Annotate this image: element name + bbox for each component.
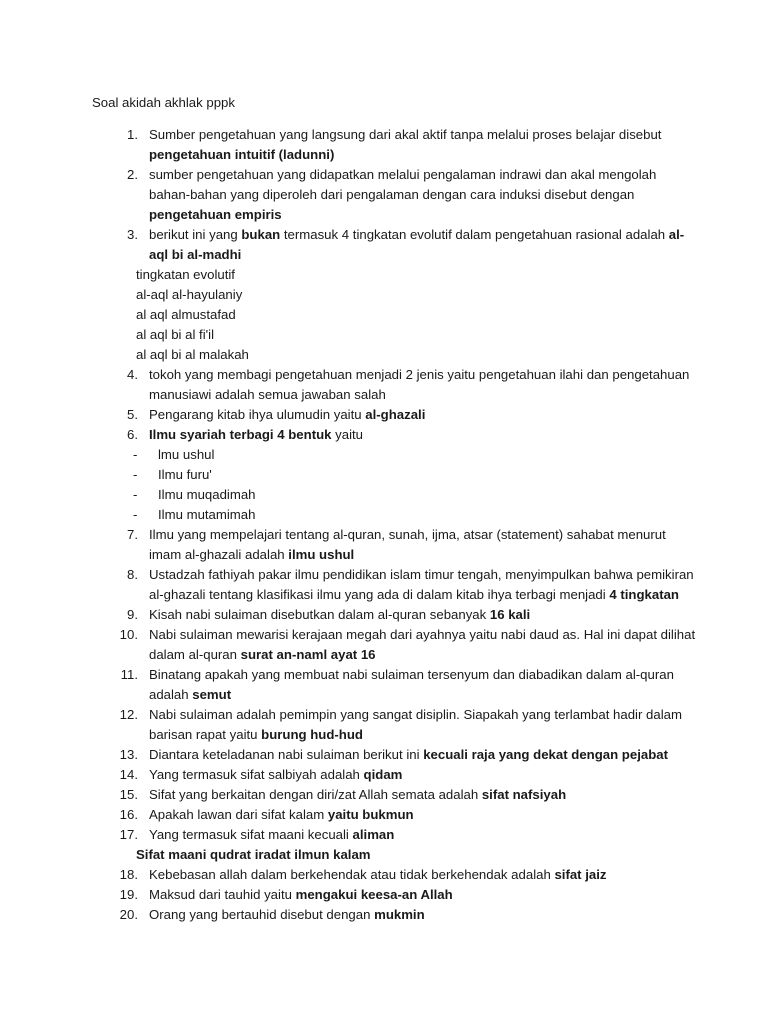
list-item [0, 765, 768, 785]
dash-bullet: - [133, 507, 138, 522]
list-item [0, 225, 768, 245]
answer-text: qidam [363, 767, 403, 782]
item-text [149, 225, 684, 245]
question-text: dalam al-quran [149, 647, 241, 662]
item-text [149, 825, 394, 845]
list-item [0, 425, 768, 445]
item-text [149, 605, 530, 625]
answer-text: pengetahuan empiris [149, 207, 282, 222]
question-text: Orang yang bertauhid disebut dengan [149, 907, 375, 922]
question-text: yaitu [331, 427, 364, 442]
dash-item [0, 465, 768, 485]
item-number: 5. [127, 407, 138, 422]
item-number: 9. [127, 607, 138, 622]
item-text [149, 585, 679, 605]
question-text: Kisah nabi sulaiman disebutkan dalam al-quran sebanyak [149, 607, 490, 622]
dash-item [0, 445, 768, 465]
item-number: 11. [120, 667, 138, 682]
list-item-continuation [0, 245, 768, 265]
item-number: 6. [127, 427, 138, 442]
question-text: Diantara keteladanan nabi sulaiman berikut ini [149, 747, 424, 762]
note-text: al-aql al-hayulaniy [136, 287, 243, 302]
question-text: Maksud dari tauhid yaitu [149, 887, 296, 902]
item-text [149, 625, 695, 645]
list-item [0, 805, 768, 825]
list-item-continuation [0, 385, 768, 405]
list-item [0, 125, 768, 145]
item-number: 18. [119, 867, 138, 882]
note-line [0, 285, 768, 305]
item-number: 14. [119, 767, 138, 782]
list-item [0, 865, 768, 885]
list-item [0, 825, 768, 845]
item-text [149, 565, 694, 585]
note-text: tingkatan evolutif [136, 267, 235, 282]
list-item-continuation [0, 185, 768, 205]
question-text: Ilmu yang mempelajari tentang al-quran, sunah, ijma, atsar (statement) sahabat menurut [149, 527, 666, 542]
item-text [149, 145, 334, 165]
question-text: tokoh yang membagi pengetahuan menjadi 2 jenis yaitu pengetahuan ilahi dan pengetahuan [149, 367, 690, 382]
item-text [149, 885, 453, 905]
answer-text: 4 tingkatan [609, 587, 679, 602]
answer-text: sifat nafsiyah [481, 787, 567, 802]
dash-item-text: Ilmu muqadimah [158, 487, 256, 502]
item-number: 16. [119, 807, 138, 822]
item-text [149, 525, 666, 545]
item-text [149, 545, 354, 565]
item-text [149, 425, 363, 445]
question-text: Kebebasan allah dalam berkehendak atau tidak berkehendak adalah [149, 867, 555, 882]
note-text: Sifat maani qudrat iradat ilmun kalam [136, 847, 371, 862]
list-item-continuation [0, 205, 768, 225]
note-text: al aql bi al fi'il [136, 327, 215, 342]
list-item [0, 705, 768, 725]
item-text [149, 185, 634, 205]
question-text: bahan-bahan yang diperoleh dari pengalaman dengan cara induksi disebut dengan [149, 187, 635, 202]
item-number: 13. [119, 747, 138, 762]
answer-text: surat an-naml ayat 16 [240, 647, 376, 662]
question-text: Nabi sulaiman adalah pemimpin yang sangat disiplin. Siapakah yang terlambat hadir dalam [149, 707, 682, 722]
list-item [0, 605, 768, 625]
note-line [0, 845, 768, 865]
question-text: barisan rapat yaitu [149, 727, 262, 742]
list-item-continuation [0, 685, 768, 705]
item-text [149, 705, 682, 725]
question-text: Apakah lawan dari sifat kalam [149, 807, 328, 822]
question-text: Sifat yang berkaitan dengan diri/zat Allah semata adalah [149, 787, 482, 802]
answer-text: mukmin [374, 907, 425, 922]
item-text [149, 205, 282, 225]
note-text: al aql bi al malakah [136, 347, 249, 362]
item-text [149, 905, 425, 925]
list-item [0, 165, 768, 185]
item-text [149, 745, 668, 765]
item-number: 17. [119, 827, 138, 842]
item-text [149, 865, 607, 885]
list-item [0, 905, 768, 925]
question-text: adalah [149, 687, 193, 702]
note-line [0, 265, 768, 285]
question-text: al-ghazali tentang klasifikasi ilmu yang ada di dalam kitab ihya terbagi menjadi [149, 587, 610, 602]
item-number: 1. [127, 127, 138, 142]
list-item-continuation [0, 145, 768, 165]
item-text [149, 785, 566, 805]
item-text [149, 765, 402, 785]
question-text: Yang termasuk sifat maani kecuali [149, 827, 353, 842]
answer-text: sifat jaiz [554, 867, 607, 882]
item-text [149, 245, 241, 265]
answer-text: 16 kali [489, 607, 531, 622]
item-text [149, 725, 363, 745]
list-item-continuation [0, 545, 768, 565]
item-number: 3. [127, 227, 138, 242]
question-text: Sumber pengetahuan yang langsung dari akal aktif tanpa melalui proses belajar disebut [149, 127, 662, 142]
answer-text: ilmu ushul [288, 547, 355, 562]
answer-text: al- [668, 227, 685, 242]
list-item [0, 625, 768, 645]
item-text [149, 365, 689, 385]
list-item-continuation [0, 585, 768, 605]
list-item [0, 745, 768, 765]
question-text: Yang termasuk sifat salbiyah adalah [149, 767, 364, 782]
list-item [0, 665, 768, 685]
answer-text: aql bi al-madhi [149, 247, 242, 262]
item-number: 4. [127, 367, 138, 382]
item-text [149, 685, 231, 705]
list-item [0, 885, 768, 905]
question-list [0, 125, 768, 925]
answer-text: aliman [352, 827, 395, 842]
document-title: Soal akidah akhlak pppk [92, 95, 235, 110]
answer-text: semut [192, 687, 232, 702]
note-line [0, 325, 768, 345]
dash-bullet: - [133, 467, 138, 482]
item-text [149, 805, 414, 825]
question-text: imam al-ghazali adalah [149, 547, 289, 562]
dash-item [0, 485, 768, 505]
item-number: 19. [119, 887, 138, 902]
list-item-continuation [0, 645, 768, 665]
answer-text: al-ghazali [365, 407, 426, 422]
question-text: Ustadzah fathiyah pakar ilmu pendidikan islam timur tengah, menyimpulkan bahwa pemikiran [149, 567, 694, 582]
list-item [0, 405, 768, 425]
answer-text: Ilmu syariah terbagi 4 bentuk [149, 427, 332, 442]
item-number: 12. [119, 707, 138, 722]
list-item [0, 785, 768, 805]
answer-text: kecuali raja yang dekat dengan pejabat [423, 747, 668, 762]
item-text [149, 645, 376, 665]
question-text: termasuk 4 tingkatan evolutif dalam pengetahuan rasional adalah [280, 227, 669, 242]
item-number: 2. [127, 167, 138, 182]
item-number: 7. [127, 527, 138, 542]
dash-item-text: Ilmu mutamimah [158, 507, 256, 522]
item-text [149, 165, 656, 185]
item-number: 20. [119, 907, 138, 922]
note-text: al aql almustafad [136, 307, 236, 322]
answer-text: burung hud-hud [261, 727, 363, 742]
answer-text: mengakui keesa-an Allah [295, 887, 453, 902]
item-text [149, 665, 674, 685]
list-item [0, 365, 768, 385]
question-text: berikut ini yang [149, 227, 242, 242]
question-text: sumber pengetahuan yang didapatkan melalui pengalaman indrawi dan akal mengolah [149, 167, 657, 182]
dash-item-text: lmu ushul [158, 447, 215, 462]
question-text: Binatang apakah yang membuat nabi sulaiman tersenyum dan diabadikan dalam al-quran [149, 667, 674, 682]
item-number: 10. [119, 627, 138, 642]
item-number: 15. [119, 787, 138, 802]
note-line [0, 305, 768, 325]
question-text: manusiawi adalah semua jawaban salah [149, 387, 386, 402]
dash-bullet: - [133, 447, 138, 462]
list-item-continuation [0, 725, 768, 745]
item-text [149, 405, 425, 425]
item-text [149, 125, 661, 145]
dash-bullet: - [133, 487, 138, 502]
item-number: 8. [127, 567, 138, 582]
answer-text: pengetahuan intuitif (ladunni) [149, 147, 335, 162]
list-item [0, 525, 768, 545]
answer-text: yaitu bukmun [327, 807, 414, 822]
answer-text: bukan [241, 227, 281, 242]
dash-item [0, 505, 768, 525]
item-text [149, 385, 386, 405]
question-text: Pengarang kitab ihya ulumudin yaitu [149, 407, 366, 422]
list-item [0, 565, 768, 585]
question-text: Nabi sulaiman mewarisi kerajaan megah dari ayahnya yaitu nabi daud as. Hal ini dapat dilihat [149, 627, 696, 642]
note-line [0, 345, 768, 365]
dash-item-text: Ilmu furu' [158, 467, 212, 482]
